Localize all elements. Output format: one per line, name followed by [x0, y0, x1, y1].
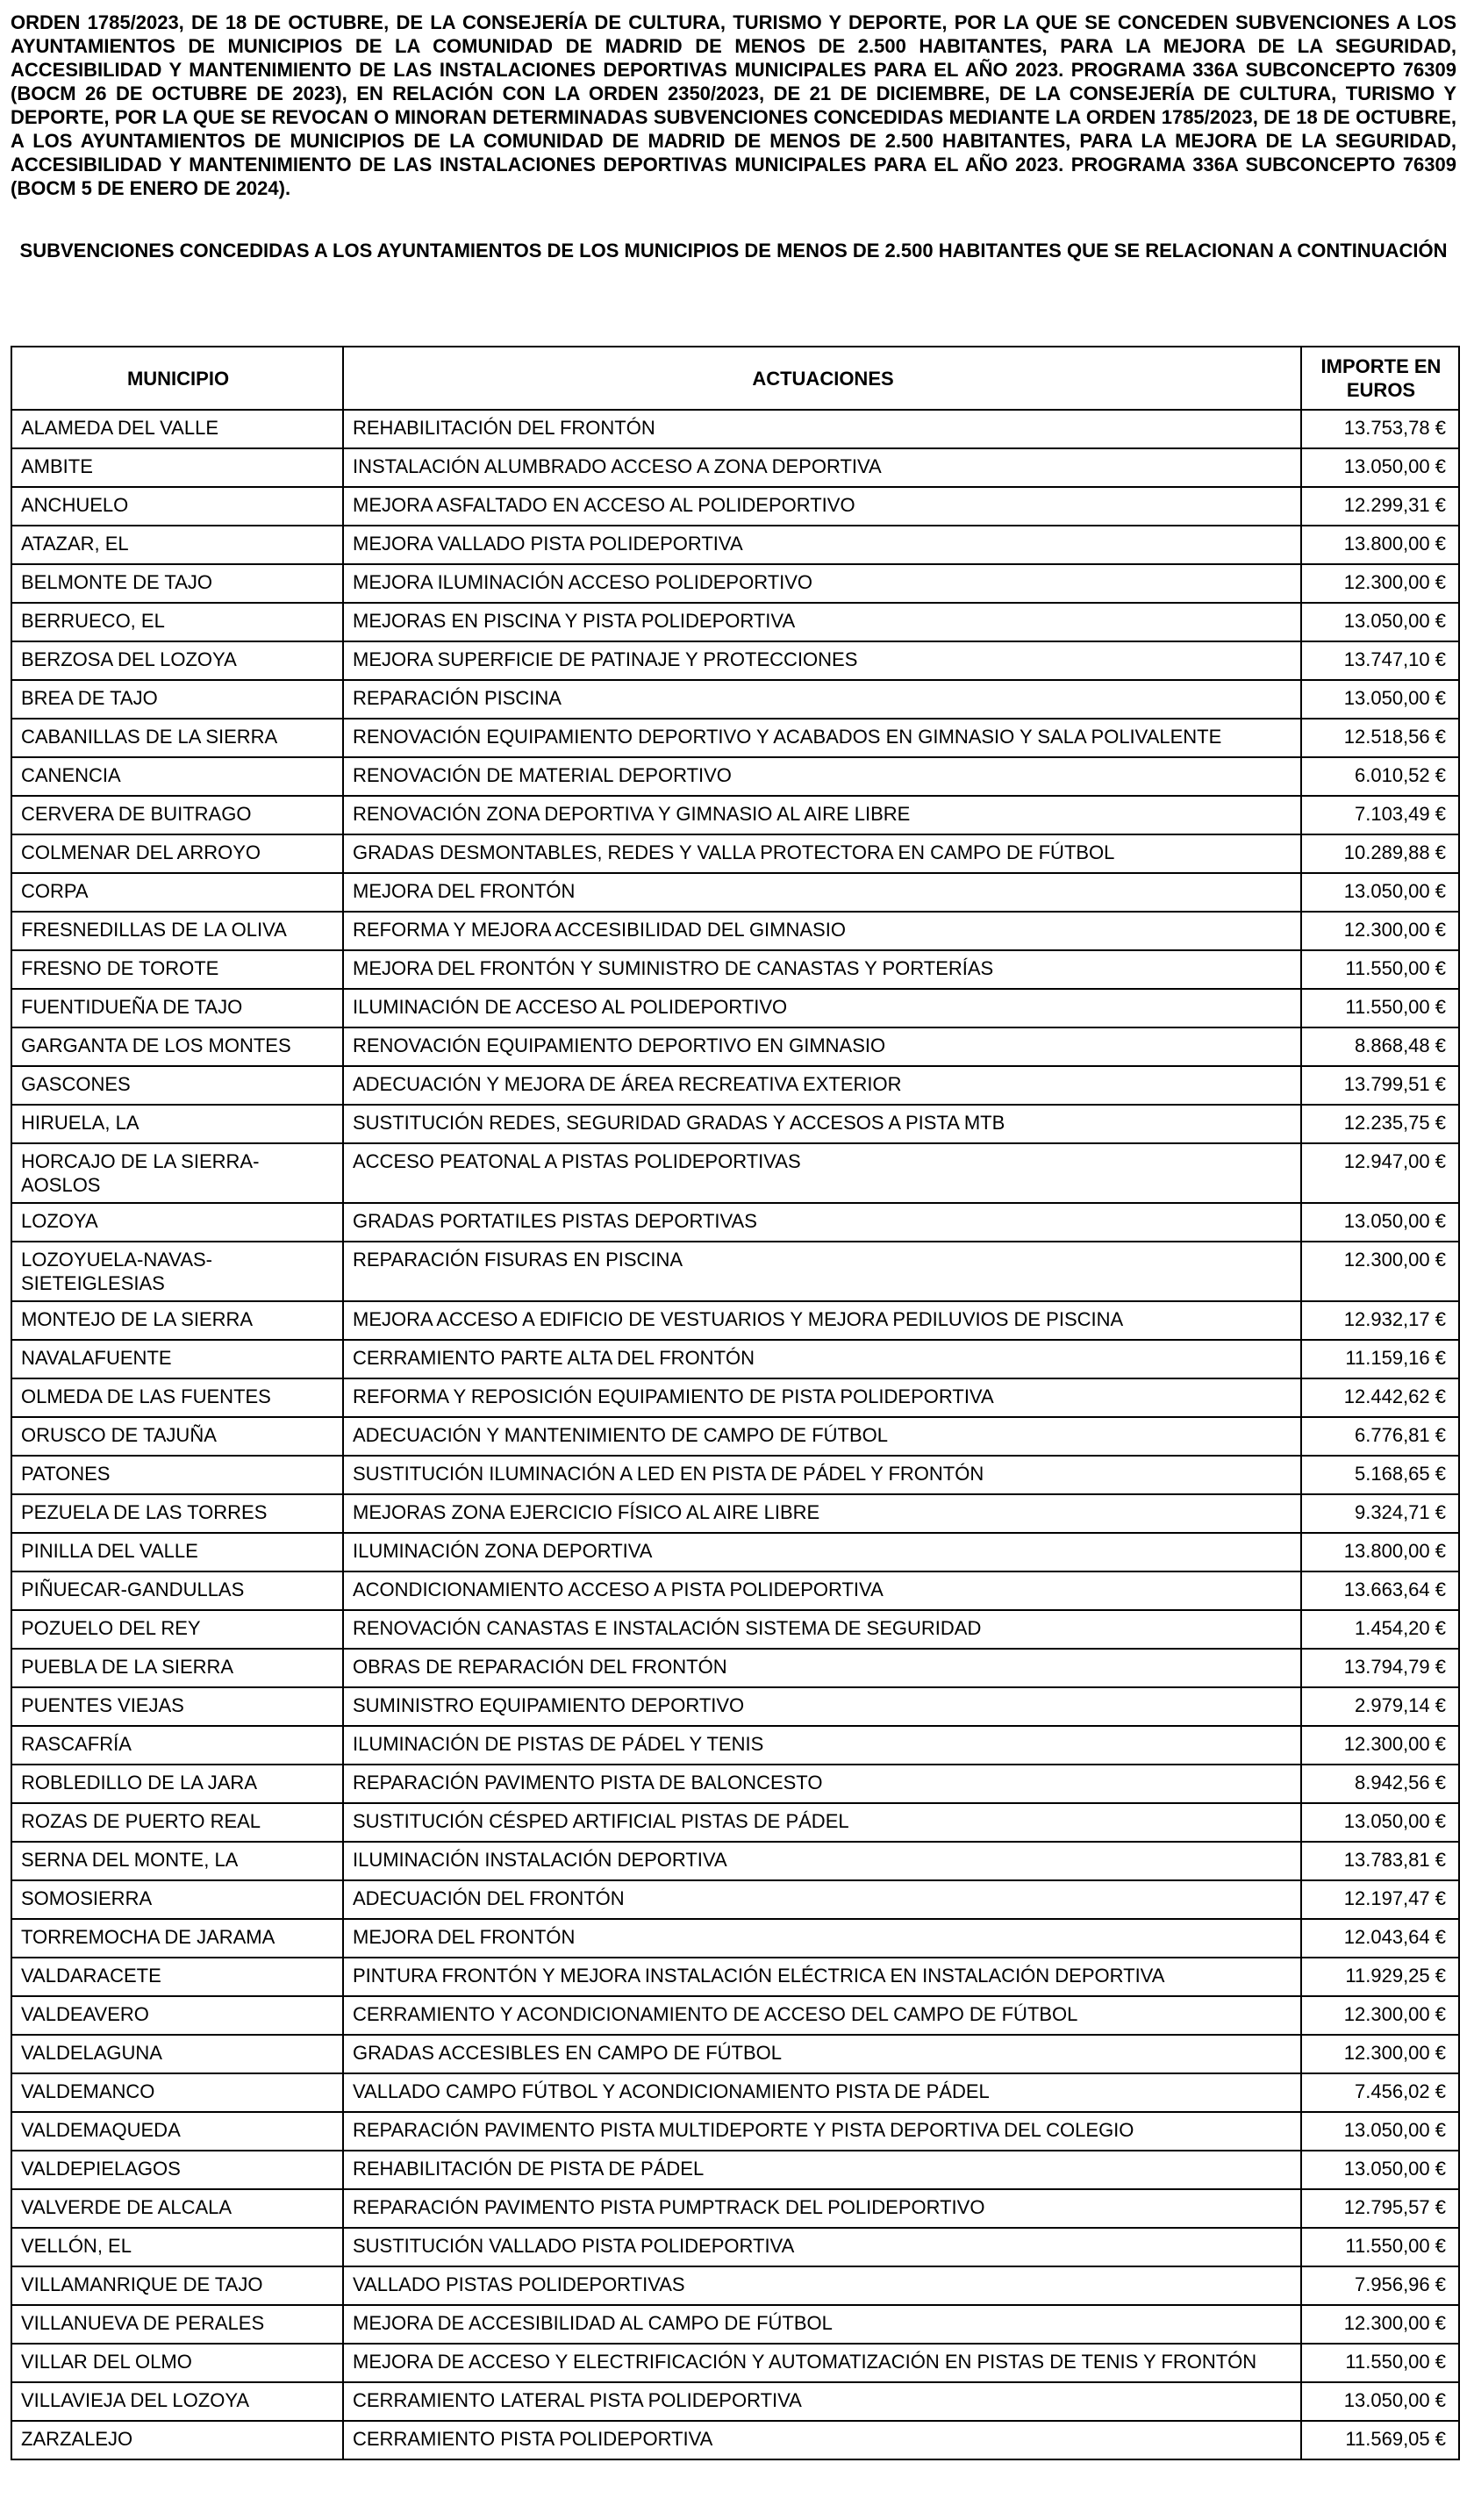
table-row	[11, 1105, 1459, 1143]
table-row	[11, 1803, 1459, 1842]
cell-municipio: BERZOSA DEL LOZOYA	[11, 641, 343, 680]
table-row	[11, 989, 1459, 1027]
table-row	[11, 1765, 1459, 1803]
cell-municipio: VALDEMAQUEDA	[11, 2112, 343, 2151]
cell-actuaciones: SUSTITUCIÓN ILUMINACIÓN A LED EN PISTA DE PÁDEL Y FRONTÓN	[343, 1456, 1301, 1494]
table-row	[11, 1494, 1459, 1533]
cell-actuaciones: VALLADO PISTAS POLIDEPORTIVAS	[343, 2266, 1301, 2305]
cell-municipio: RASCAFRÍA	[11, 1726, 343, 1765]
cell-municipio: PUENTES VIEJAS	[11, 1687, 343, 1726]
cell-importe: 12.300,00 €	[1301, 1726, 1459, 1765]
cell-importe: 5.168,65 €	[1301, 1456, 1459, 1494]
cell-importe: 12.932,17 €	[1301, 1301, 1459, 1340]
cell-importe: 6.776,81 €	[1301, 1417, 1459, 1456]
cell-actuaciones: MEJORA SUPERFICIE DE PATINAJE Y PROTECCIONES	[343, 641, 1301, 680]
cell-actuaciones: GRADAS ACCESIBLES EN CAMPO DE FÚTBOL	[343, 2035, 1301, 2073]
table-row	[11, 2382, 1459, 2421]
cell-municipio: VALDARACETE	[11, 1958, 343, 1996]
cell-actuaciones: MEJORA DE ACCESO Y ELECTRIFICACIÓN Y AUTOMATIZACIÓN EN PISTAS DE TENIS Y FRONTÓN	[343, 2344, 1301, 2382]
cell-importe: 12.300,00 €	[1301, 1242, 1459, 1301]
cell-importe: 13.794,79 €	[1301, 1649, 1459, 1687]
cell-importe: 12.947,00 €	[1301, 1143, 1459, 1203]
table-row	[11, 1842, 1459, 1880]
table-row	[11, 2421, 1459, 2459]
cell-municipio: CANENCIA	[11, 757, 343, 796]
cell-importe: 11.159,16 €	[1301, 1340, 1459, 1378]
cell-actuaciones: SUSTITUCIÓN REDES, SEGURIDAD GRADAS Y ACCESOS A PISTA MTB	[343, 1105, 1301, 1143]
cell-municipio: PIÑUECAR-GANDULLAS	[11, 1571, 343, 1610]
cell-actuaciones: GRADAS PORTATILES PISTAS DEPORTIVAS	[343, 1203, 1301, 1242]
table-row	[11, 1417, 1459, 1456]
cell-actuaciones: CERRAMIENTO Y ACONDICIONAMIENTO DE ACCESO DEL CAMPO DE FÚTBOL	[343, 1996, 1301, 2035]
cell-importe: 11.929,25 €	[1301, 1958, 1459, 1996]
cell-municipio: CORPA	[11, 873, 343, 912]
cell-municipio: CERVERA DE BUITRAGO	[11, 796, 343, 834]
cell-actuaciones: REPARACIÓN PAVIMENTO PISTA MULTIDEPORTE Y PISTA DEPORTIVA DEL COLEGIO	[343, 2112, 1301, 2151]
cell-municipio: BREA DE TAJO	[11, 680, 343, 719]
cell-actuaciones: RENOVACIÓN EQUIPAMIENTO DEPORTIVO EN GIMNASIO	[343, 1027, 1301, 1066]
cell-municipio: SOMOSIERRA	[11, 1880, 343, 1919]
table-row	[11, 410, 1459, 448]
cell-actuaciones: ILUMINACIÓN DE PISTAS DE PÁDEL Y TENIS	[343, 1726, 1301, 1765]
cell-importe: 13.050,00 €	[1301, 2382, 1459, 2421]
cell-actuaciones: MEJORA ASFALTADO EN ACCESO AL POLIDEPORTIVO	[343, 487, 1301, 526]
cell-importe: 13.050,00 €	[1301, 873, 1459, 912]
table-subtitle: SUBVENCIONES CONCEDIDAS A LOS AYUNTAMIENTOS DE LOS MUNICIPIOS DE MENOS DE 2.500 HABITANTES QUE SE RELACIONAN A CONTINUACIÓN	[19, 240, 1448, 261]
cell-municipio: VALDEMANCO	[11, 2073, 343, 2112]
cell-actuaciones: REHABILITACIÓN DEL FRONTÓN	[343, 410, 1301, 448]
table-row	[11, 757, 1459, 796]
header-actuaciones: ACTUACIONES	[343, 347, 1301, 410]
cell-importe: 11.569,05 €	[1301, 2421, 1459, 2459]
cell-municipio: VILLANUEVA DE PERALES	[11, 2305, 343, 2344]
order-heading: ORDEN 1785/2023, DE 18 DE OCTUBRE, DE LA CONSEJERÍA DE CULTURA, TURISMO Y DEPORTE, POR LA QUE SE CONCEDEN SUBVENCIONES A LOS AYUNTAMIENTOS DE MUNICIPIOS DE LA COMUNIDAD DE MADRID DE MENOS DE 2.500 HABITANTES, PARA LA MEJORA DE LA SEGURIDAD, ACCESIBILIDAD Y MANTENIMIENTO DE LAS INSTALACIONES DEPORTIVAS MUNICIPALES PARA EL AÑO 2023. PROGRAMA 336A SUBCONCEPTO 76309 (BOCM 26 DE OCTUBRE DE 2023), EN RELACIÓN CON LA ORDEN 2350/2023, DE 21 DE DICIEMBRE, DE LA CONSEJERÍA DE CULTURA, TURISMO Y DEPORTE, POR LA QUE SE REVOCAN O MINORAN DETERMINADAS SUBVENCIONES CONCEDIDAS MEDIANTE LA ORDEN 1785/2023, DE 18 DE OCTUBRE, A LOS AYUNTAMIENTOS DE MUNICIPIOS DE LA COMUNIDAD DE MADRID DE MENOS DE 2.500 HABITANTES, PARA LA MEJORA DE LA SEGURIDAD, ACCESIBILIDAD Y MANTENIMIENTO DE LAS INSTALACIONES DEPORTIVAS MUNICIPALES PARA EL AÑO 2023. PROGRAMA 336A SUBCONCEPTO 76309 (BOCM 5 DE ENERO DE 2024).	[11, 11, 1456, 199]
table-row	[11, 641, 1459, 680]
cell-importe: 11.550,00 €	[1301, 950, 1459, 989]
cell-actuaciones: SUMINISTRO EQUIPAMIENTO DEPORTIVO	[343, 1687, 1301, 1726]
cell-municipio: MONTEJO DE LA SIERRA	[11, 1301, 343, 1340]
cell-importe: 11.550,00 €	[1301, 989, 1459, 1027]
cell-importe: 12.795,57 €	[1301, 2189, 1459, 2228]
cell-actuaciones: RENOVACIÓN DE MATERIAL DEPORTIVO	[343, 757, 1301, 796]
cell-municipio: AMBITE	[11, 448, 343, 487]
cell-importe: 13.050,00 €	[1301, 1803, 1459, 1842]
cell-importe: 12.197,47 €	[1301, 1880, 1459, 1919]
cell-actuaciones: PINTURA FRONTÓN Y MEJORA INSTALACIÓN ELÉCTRICA EN INSTALACIÓN DEPORTIVA	[343, 1958, 1301, 1996]
cell-importe: 12.442,62 €	[1301, 1378, 1459, 1417]
table-row	[11, 1610, 1459, 1649]
cell-importe: 1.454,20 €	[1301, 1610, 1459, 1649]
cell-actuaciones: ACCESO PEATONAL A PISTAS POLIDEPORTIVAS	[343, 1143, 1301, 1203]
cell-municipio: ROZAS DE PUERTO REAL	[11, 1803, 343, 1842]
cell-actuaciones: ILUMINACIÓN DE ACCESO AL POLIDEPORTIVO	[343, 989, 1301, 1027]
cell-importe: 13.747,10 €	[1301, 641, 1459, 680]
cell-importe: 12.300,00 €	[1301, 2305, 1459, 2344]
cell-municipio: FUENTIDUEÑA DE TAJO	[11, 989, 343, 1027]
table-row	[11, 834, 1459, 873]
table-row	[11, 564, 1459, 603]
table-row	[11, 719, 1459, 757]
table-row	[11, 1533, 1459, 1571]
table-row	[11, 2344, 1459, 2382]
cell-municipio: VELLÓN, EL	[11, 2228, 343, 2266]
cell-importe: 7.456,02 €	[1301, 2073, 1459, 2112]
cell-importe: 12.043,64 €	[1301, 1919, 1459, 1958]
cell-actuaciones: MEJORA DEL FRONTÓN	[343, 873, 1301, 912]
cell-actuaciones: ILUMINACIÓN INSTALACIÓN DEPORTIVA	[343, 1842, 1301, 1880]
cell-actuaciones: RENOVACIÓN ZONA DEPORTIVA Y GIMNASIO AL AIRE LIBRE	[343, 796, 1301, 834]
cell-municipio: ALAMEDA DEL VALLE	[11, 410, 343, 448]
table-row	[11, 1687, 1459, 1726]
table-row	[11, 2189, 1459, 2228]
cell-municipio: FRESNEDILLAS DE LA OLIVA	[11, 912, 343, 950]
cell-municipio: COLMENAR DEL ARROYO	[11, 834, 343, 873]
table-row	[11, 1301, 1459, 1340]
table-row	[11, 2305, 1459, 2344]
table-row	[11, 796, 1459, 834]
cell-importe: 12.299,31 €	[1301, 487, 1459, 526]
cell-importe: 13.050,00 €	[1301, 1203, 1459, 1242]
table-row	[11, 873, 1459, 912]
cell-actuaciones: ACONDICIONAMIENTO ACCESO A PISTA POLIDEPORTIVA	[343, 1571, 1301, 1610]
cell-actuaciones: SUSTITUCIÓN VALLADO PISTA POLIDEPORTIVA	[343, 2228, 1301, 2266]
cell-actuaciones: REFORMA Y MEJORA ACCESIBILIDAD DEL GIMNASIO	[343, 912, 1301, 950]
table-row	[11, 487, 1459, 526]
cell-actuaciones: GRADAS DESMONTABLES, REDES Y VALLA PROTECTORA EN CAMPO DE FÚTBOL	[343, 834, 1301, 873]
table-row	[11, 1958, 1459, 1996]
table-row	[11, 2073, 1459, 2112]
cell-municipio: BELMONTE DE TAJO	[11, 564, 343, 603]
cell-municipio: GASCONES	[11, 1066, 343, 1105]
cell-importe: 12.300,00 €	[1301, 564, 1459, 603]
cell-municipio: VALDEPIELAGOS	[11, 2151, 343, 2189]
cell-importe: 11.550,00 €	[1301, 2228, 1459, 2266]
cell-actuaciones: MEJORA ILUMINACIÓN ACCESO POLIDEPORTIVO	[343, 564, 1301, 603]
cell-importe: 10.289,88 €	[1301, 834, 1459, 873]
cell-municipio: GARGANTA DE LOS MONTES	[11, 1027, 343, 1066]
cell-actuaciones: CERRAMIENTO PARTE ALTA DEL FRONTÓN	[343, 1340, 1301, 1378]
cell-actuaciones: ADECUACIÓN DEL FRONTÓN	[343, 1880, 1301, 1919]
cell-importe: 6.010,52 €	[1301, 757, 1459, 796]
cell-municipio: VALVERDE DE ALCALA	[11, 2189, 343, 2228]
cell-actuaciones: REPARACIÓN PISCINA	[343, 680, 1301, 719]
cell-municipio: PUEBLA DE LA SIERRA	[11, 1649, 343, 1687]
cell-actuaciones: MEJORAS ZONA EJERCICIO FÍSICO AL AIRE LIBRE	[343, 1494, 1301, 1533]
table-row	[11, 1378, 1459, 1417]
cell-importe: 12.300,00 €	[1301, 2035, 1459, 2073]
cell-actuaciones: MEJORA ACCESO A EDIFICIO DE VESTUARIOS Y MEJORA PEDILUVIOS DE PISCINA	[343, 1301, 1301, 1340]
cell-actuaciones: CERRAMIENTO PISTA POLIDEPORTIVA	[343, 2421, 1301, 2459]
cell-actuaciones: OBRAS DE REPARACIÓN DEL FRONTÓN	[343, 1649, 1301, 1687]
cell-municipio: FRESNO DE TOROTE	[11, 950, 343, 989]
table-row	[11, 1456, 1459, 1494]
cell-municipio: OLMEDA DE LAS FUENTES	[11, 1378, 343, 1417]
cell-actuaciones: INSTALACIÓN ALUMBRADO ACCESO A ZONA DEPORTIVA	[343, 448, 1301, 487]
table-row	[11, 1143, 1459, 1203]
cell-municipio: LOZOYUELA-NAVAS-SIETEIGLESIAS	[11, 1242, 343, 1301]
cell-municipio: HIRUELA, LA	[11, 1105, 343, 1143]
cell-actuaciones: MEJORA VALLADO PISTA POLIDEPORTIVA	[343, 526, 1301, 564]
table-row	[11, 1649, 1459, 1687]
cell-importe: 12.300,00 €	[1301, 1996, 1459, 2035]
table-row	[11, 2151, 1459, 2189]
cell-importe: 9.324,71 €	[1301, 1494, 1459, 1533]
cell-actuaciones: ADECUACIÓN Y MANTENIMIENTO DE CAMPO DE FÚTBOL	[343, 1417, 1301, 1456]
table-row	[11, 950, 1459, 989]
cell-municipio: BERRUECO, EL	[11, 603, 343, 641]
table-body	[11, 410, 1459, 2459]
table-row	[11, 1726, 1459, 1765]
cell-importe: 7.956,96 €	[1301, 2266, 1459, 2305]
cell-actuaciones: VALLADO CAMPO FÚTBOL Y ACONDICIONAMIENTO PISTA DE PÁDEL	[343, 2073, 1301, 2112]
cell-actuaciones: ADECUACIÓN Y MEJORA DE ÁREA RECREATIVA EXTERIOR	[343, 1066, 1301, 1105]
table-row	[11, 1203, 1459, 1242]
cell-municipio: NAVALAFUENTE	[11, 1340, 343, 1378]
cell-municipio: POZUELO DEL REY	[11, 1610, 343, 1649]
table-row	[11, 1340, 1459, 1378]
table-row	[11, 2266, 1459, 2305]
cell-municipio: VILLAR DEL OLMO	[11, 2344, 343, 2382]
table-row	[11, 2035, 1459, 2073]
table-row	[11, 1242, 1459, 1301]
cell-actuaciones: CERRAMIENTO LATERAL PISTA POLIDEPORTIVA	[343, 2382, 1301, 2421]
cell-municipio: VILLAVIEJA DEL LOZOYA	[11, 2382, 343, 2421]
document-page	[11, 11, 1456, 262]
cell-actuaciones: REPARACIÓN FISURAS EN PISCINA	[343, 1242, 1301, 1301]
cell-importe: 13.799,51 €	[1301, 1066, 1459, 1105]
cell-importe: 7.103,49 €	[1301, 796, 1459, 834]
cell-municipio: LOZOYA	[11, 1203, 343, 1242]
table-row	[11, 680, 1459, 719]
cell-importe: 12.518,56 €	[1301, 719, 1459, 757]
cell-municipio: VALDELAGUNA	[11, 2035, 343, 2073]
cell-actuaciones: REPARACIÓN PAVIMENTO PISTA PUMPTRACK DEL POLIDEPORTIVO	[343, 2189, 1301, 2228]
cell-importe: 13.800,00 €	[1301, 1533, 1459, 1571]
cell-importe: 13.663,64 €	[1301, 1571, 1459, 1610]
cell-municipio: ATAZAR, EL	[11, 526, 343, 564]
cell-actuaciones: REPARACIÓN PAVIMENTO PISTA DE BALONCESTO	[343, 1765, 1301, 1803]
table-header-row	[11, 347, 1459, 410]
cell-actuaciones: MEJORAS EN PISCINA Y PISTA POLIDEPORTIVA	[343, 603, 1301, 641]
cell-importe: 8.868,48 €	[1301, 1027, 1459, 1066]
table-row	[11, 526, 1459, 564]
table-row	[11, 1066, 1459, 1105]
cell-importe: 13.050,00 €	[1301, 680, 1459, 719]
cell-importe: 13.050,00 €	[1301, 2151, 1459, 2189]
table-row	[11, 912, 1459, 950]
cell-importe: 13.050,00 €	[1301, 2112, 1459, 2151]
table-row	[11, 448, 1459, 487]
table-row	[11, 1571, 1459, 1610]
cell-actuaciones: MEJORA DEL FRONTÓN Y SUMINISTRO DE CANASTAS Y PORTERÍAS	[343, 950, 1301, 989]
table-row	[11, 1919, 1459, 1958]
cell-municipio: TORREMOCHA DE JARAMA	[11, 1919, 343, 1958]
cell-municipio: HORCAJO DE LA SIERRA-AOSLOS	[11, 1143, 343, 1203]
table-row	[11, 1880, 1459, 1919]
cell-actuaciones: MEJORA DEL FRONTÓN	[343, 1919, 1301, 1958]
cell-importe: 13.800,00 €	[1301, 526, 1459, 564]
table-row	[11, 2228, 1459, 2266]
cell-actuaciones: SUSTITUCIÓN CÉSPED ARTIFICIAL PISTAS DE PÁDEL	[343, 1803, 1301, 1842]
grants-table	[11, 346, 1460, 2460]
table-row	[11, 1996, 1459, 2035]
table-row	[11, 1027, 1459, 1066]
cell-importe: 11.550,00 €	[1301, 2344, 1459, 2382]
cell-municipio: SERNA DEL MONTE, LA	[11, 1842, 343, 1880]
cell-actuaciones: REHABILITACIÓN DE PISTA DE PÁDEL	[343, 2151, 1301, 2189]
header-importe: IMPORTE EN EUROS	[1301, 347, 1459, 410]
cell-actuaciones: RENOVACIÓN EQUIPAMIENTO DEPORTIVO Y ACABADOS EN GIMNASIO Y SALA POLIVALENTE	[343, 719, 1301, 757]
header-municipio: MUNICIPIO	[11, 347, 343, 410]
cell-actuaciones: ILUMINACIÓN ZONA DEPORTIVA	[343, 1533, 1301, 1571]
cell-municipio: ANCHUELO	[11, 487, 343, 526]
cell-municipio: ORUSCO DE TAJUÑA	[11, 1417, 343, 1456]
cell-importe: 2.979,14 €	[1301, 1687, 1459, 1726]
cell-importe: 13.050,00 €	[1301, 603, 1459, 641]
cell-municipio: VILLAMANRIQUE DE TAJO	[11, 2266, 343, 2305]
cell-importe: 8.942,56 €	[1301, 1765, 1459, 1803]
cell-municipio: VALDEAVERO	[11, 1996, 343, 2035]
cell-actuaciones: MEJORA DE ACCESIBILIDAD AL CAMPO DE FÚTBOL	[343, 2305, 1301, 2344]
cell-importe: 13.050,00 €	[1301, 448, 1459, 487]
cell-municipio: PINILLA DEL VALLE	[11, 1533, 343, 1571]
cell-importe: 12.235,75 €	[1301, 1105, 1459, 1143]
cell-importe: 13.753,78 €	[1301, 410, 1459, 448]
cell-importe: 13.783,81 €	[1301, 1842, 1459, 1880]
cell-municipio: ROBLEDILLO DE LA JARA	[11, 1765, 343, 1803]
table-row	[11, 603, 1459, 641]
cell-municipio: PEZUELA DE LAS TORRES	[11, 1494, 343, 1533]
cell-municipio: ZARZALEJO	[11, 2421, 343, 2459]
table-row	[11, 2112, 1459, 2151]
cell-municipio: CABANILLAS DE LA SIERRA	[11, 719, 343, 757]
cell-municipio: PATONES	[11, 1456, 343, 1494]
cell-actuaciones: RENOVACIÓN CANASTAS E INSTALACIÓN SISTEMA DE SEGURIDAD	[343, 1610, 1301, 1649]
cell-actuaciones: REFORMA Y REPOSICIÓN EQUIPAMIENTO DE PISTA POLIDEPORTIVA	[343, 1378, 1301, 1417]
cell-importe: 12.300,00 €	[1301, 912, 1459, 950]
